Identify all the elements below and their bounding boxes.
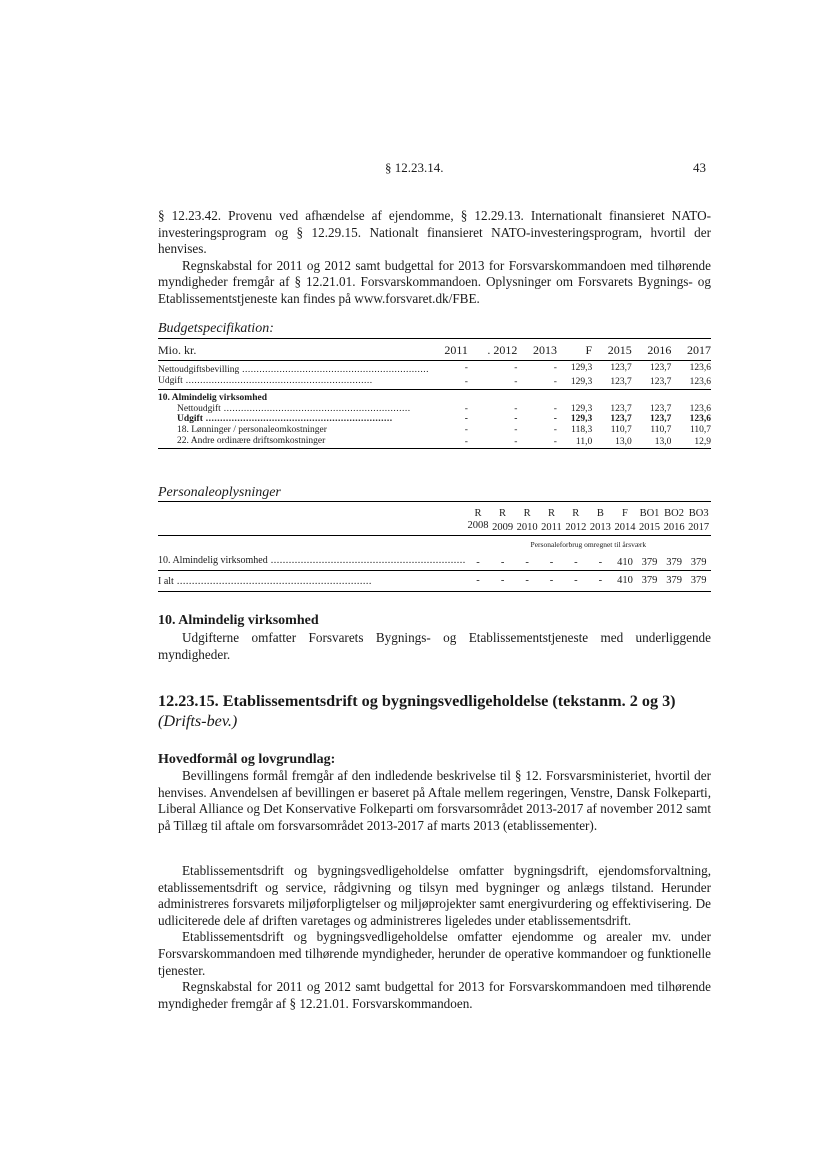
cell: 13,0 bbox=[592, 436, 632, 449]
cell: - bbox=[514, 414, 518, 425]
col-header: 2011 bbox=[429, 339, 468, 361]
row-label: Udgift ..... bbox=[158, 376, 429, 390]
cell: 123,7 bbox=[610, 414, 632, 425]
cell: 123,7 bbox=[610, 363, 632, 373]
personnel-table bbox=[158, 501, 711, 592]
cell: - bbox=[464, 403, 468, 414]
intro-text bbox=[158, 208, 711, 308]
cell: 110,7 bbox=[610, 424, 632, 435]
section-12-23-15-title-italic: (Drifts-bev.) bbox=[158, 712, 238, 730]
table-row bbox=[158, 404, 711, 415]
intro-paragraph-2: Regnskabstal for 2011 og 2012 samt budgettal for 2013 for Forsvarskommandoen med tilhørende myndigheder fremgår af § 12.21.01. Forsvarskommandoen. Oplysninger om Forsvarets Bygnings- og Etablissementstjeneste kan findes på www.forsvaret.dk/FBE. bbox=[158, 257, 711, 306]
cell: 129,3 bbox=[570, 403, 593, 414]
row-label: Nettoudgiftsbevilling ..... bbox=[158, 361, 429, 376]
section-12-23-15-title: 12.23.15. Etablissementsdrift og bygningsvedligeholdelse (tekstanm. 2 og 3) bbox=[158, 692, 676, 710]
section-12-23-15-heading bbox=[158, 691, 718, 731]
cell: - bbox=[464, 363, 468, 373]
cell: - bbox=[464, 424, 468, 435]
cell: 118,3 bbox=[571, 424, 593, 435]
hovedformaal-paragraph-1: Bevillingens formål fremgår af den indledende beskrivelse til § 12. Forsvarsministeriet, hvortil der henvises. Anvendelsen af bevillingen er baseret på Aftale mellem regeringen, Venstre, Dansk Folkeparti, Liberal Alliance og Det Konservative Folkeparti om forsvarsområdet 2013-2017 af november 2012 samt på Tillæg til aftale om forsvarsområdet 2013-2017 af marts 2013 (etablissementer). bbox=[158, 768, 711, 833]
cell: 129,3 bbox=[570, 414, 593, 425]
col-year: 2015 bbox=[637, 520, 662, 536]
table-row bbox=[158, 361, 711, 376]
section-10-paragraph: Udgifterne omfatter Forsvarets Bygnings- og Etablissementstjeneste med underliggende myndigheder. bbox=[158, 630, 711, 662]
col-type: F bbox=[622, 508, 628, 519]
cell: 12,9 bbox=[671, 436, 711, 449]
cell: 123,7 bbox=[649, 403, 672, 414]
cell: - bbox=[514, 403, 518, 414]
cell: - bbox=[553, 363, 557, 373]
col-header: 2013 bbox=[517, 339, 557, 361]
cell: - bbox=[466, 571, 491, 592]
cell: 123,7 bbox=[592, 376, 632, 390]
col-year: 2017 bbox=[686, 520, 711, 536]
cell: - bbox=[517, 436, 557, 449]
cell: 123,7 bbox=[649, 414, 672, 425]
row-label: I alt ..... bbox=[158, 571, 466, 592]
cell: - bbox=[564, 555, 589, 571]
personnel-note: Personaleforbrug omregnet til årsværk bbox=[530, 540, 647, 549]
section-10-heading: 10. Almindelig virksomhed bbox=[158, 613, 319, 628]
cell: 123,6 bbox=[689, 414, 711, 425]
col-type: BO1 bbox=[639, 508, 660, 519]
cell: - bbox=[553, 414, 557, 425]
cell: 110,7 bbox=[650, 424, 672, 435]
page-number: 43 bbox=[693, 160, 706, 175]
col-type: R bbox=[572, 508, 580, 519]
cell: 379 bbox=[686, 555, 711, 571]
col-header: 2016 bbox=[632, 339, 672, 361]
col-year: 2010 bbox=[515, 520, 540, 536]
cell: 410 bbox=[613, 571, 638, 592]
cell: - bbox=[553, 424, 557, 435]
cell: - bbox=[464, 414, 468, 425]
col-year: 2016 bbox=[662, 520, 687, 536]
col-type: B bbox=[596, 508, 604, 519]
col-type: R bbox=[474, 508, 482, 519]
table-row bbox=[158, 571, 711, 592]
cell: 123,7 bbox=[610, 403, 632, 414]
table-row bbox=[158, 414, 711, 425]
cell: 379 bbox=[637, 555, 662, 571]
group-title: 10. Almindelig virksomhed bbox=[158, 393, 267, 404]
cell: - bbox=[517, 376, 557, 390]
table-row bbox=[158, 555, 711, 571]
cell: 379 bbox=[686, 571, 711, 592]
cell: 123,6 bbox=[671, 376, 711, 390]
col-type: BO3 bbox=[688, 508, 709, 519]
col-header: F bbox=[557, 339, 592, 361]
cell: 123,7 bbox=[632, 376, 672, 390]
cell: 410 bbox=[613, 555, 638, 571]
row-label: 18. Lønninger / personaleomkostninger bbox=[177, 424, 327, 435]
personnel-year-row bbox=[158, 520, 711, 536]
cell: - bbox=[515, 555, 540, 571]
personnel-note-row bbox=[158, 536, 711, 556]
hovedformaal-text-1 bbox=[158, 768, 711, 834]
cell: - bbox=[490, 571, 515, 592]
cell: - bbox=[515, 571, 540, 592]
col-year: 2013 bbox=[588, 520, 613, 536]
cell: 379 bbox=[662, 571, 687, 592]
cell: - bbox=[466, 555, 491, 571]
row-label: Udgift ..... bbox=[158, 414, 429, 425]
cell: 110,7 bbox=[689, 424, 711, 435]
col-year: 2014 bbox=[613, 520, 638, 536]
cell: - bbox=[588, 555, 613, 571]
cell: 129,3 bbox=[557, 376, 592, 390]
col-year: 2009 bbox=[490, 520, 515, 536]
cell: 123,6 bbox=[689, 403, 711, 414]
budget-header-row bbox=[158, 339, 711, 361]
cell: - bbox=[429, 376, 468, 390]
hovedformaal-paragraph-2: Etablissementsdrift og bygningsvedligeholdelse omfatter bygningsdrift, ejendomsforvaltning, etablissementsdrift og service, rådgivning og tilsyn med bygninger og anlægs tilstand. Herunder administreres forsvarets miljøforpligtelser og miljøprojekter samt energivurdering og effektivisering. De udliciterede dele af driften varetages og administreres ligeledes under etablissementsdrift. bbox=[158, 863, 711, 928]
col-type: R bbox=[547, 508, 555, 519]
cell: - bbox=[490, 555, 515, 571]
row-label: 22. Andre ordinære driftsomkostninger bbox=[158, 436, 429, 449]
table-row bbox=[158, 376, 711, 390]
budget-caption: Budgetspecifikation: bbox=[158, 321, 274, 336]
cell: - bbox=[468, 436, 517, 449]
row-label: Nettoudgift ..... bbox=[158, 404, 429, 415]
personnel-caption: Personaleoplysninger bbox=[158, 485, 281, 500]
budget-table bbox=[158, 338, 711, 449]
cell: - bbox=[514, 424, 518, 435]
intro-paragraph-1: § 12.23.42. Provenu ved afhændelse af ejendomme, § 12.29.13. Internationalt finansieret NATO-investeringsprogram og § 12.29.15. Nationalt finansieret NATO-investeringsprogram, hvortil der henvises. bbox=[158, 208, 711, 257]
cell: - bbox=[588, 571, 613, 592]
group-title-row bbox=[158, 390, 711, 404]
cell: - bbox=[514, 363, 518, 373]
cell: 379 bbox=[662, 555, 687, 571]
col-year: 2008 bbox=[466, 520, 491, 536]
cell: 123,6 bbox=[689, 363, 711, 373]
cell: 123,7 bbox=[649, 363, 672, 373]
cell: - bbox=[539, 555, 563, 571]
cell: - bbox=[539, 571, 563, 592]
col-type: R bbox=[499, 508, 507, 519]
cell: 129,3 bbox=[570, 363, 593, 373]
cell: - bbox=[564, 571, 589, 592]
hovedformaal-paragraph-4: Regnskabstal for 2011 og 2012 samt budgettal for 2013 for Forsvarskommandoen med tilhørende myndigheder fremgår af § 12.21.01. Forsvarskommandoen. bbox=[158, 979, 711, 1011]
hovedformaal-heading: Hovedformål og lovgrundlag: bbox=[158, 752, 336, 767]
row-label: 10. Almindelig virksomhed ..... bbox=[158, 555, 466, 571]
col-header: 2017 bbox=[671, 339, 711, 361]
section-10-text bbox=[158, 630, 711, 663]
cell: - bbox=[553, 403, 557, 414]
col-type: BO2 bbox=[664, 508, 684, 519]
hovedformaal-paragraph-3: Etablissementsdrift og bygningsvedligeholdelse omfatter ejendomme og arealer mv. under Forsvarskommandoen med tilhørende myndigheder, herunder de operative kommandoer og funktionelle tjenester. bbox=[158, 929, 711, 978]
table-row bbox=[158, 425, 711, 436]
col-year: 2012 bbox=[564, 520, 589, 536]
cell: - bbox=[429, 436, 468, 449]
cell: 11,0 bbox=[557, 436, 592, 449]
personnel-type-row bbox=[158, 502, 711, 520]
col-year: 2011 bbox=[539, 520, 563, 536]
table-row bbox=[158, 436, 711, 449]
col-header: 2015 bbox=[592, 339, 632, 361]
section-reference: § 12.23.14. bbox=[385, 160, 444, 175]
cell: 13,0 bbox=[632, 436, 672, 449]
cell: - bbox=[468, 376, 517, 390]
col-header: . 2012 bbox=[468, 339, 517, 361]
col-header: Mio. kr. bbox=[158, 339, 429, 361]
col-type: R bbox=[523, 508, 531, 519]
cell: 379 bbox=[637, 571, 662, 592]
hovedformaal-text-2 bbox=[158, 863, 711, 1012]
